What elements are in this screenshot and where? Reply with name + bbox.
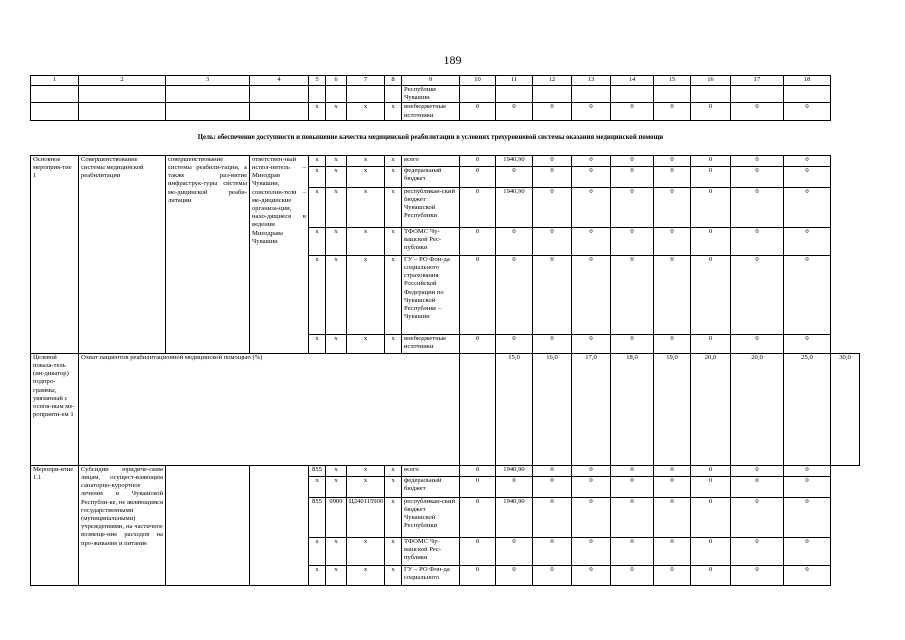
table-row [31, 465, 860, 476]
value-cell: 0 [611, 497, 654, 537]
csr-cell: х [347, 227, 385, 255]
grbs-cell: х [309, 187, 326, 227]
value-cell: 0 [572, 227, 611, 255]
csr-cell: х [347, 187, 385, 227]
indicator-value: 20,0 [731, 353, 784, 465]
value-cell [572, 86, 611, 103]
value-cell: 1940,90 [496, 155, 533, 166]
vr-cell: х [385, 166, 402, 187]
grbs-cell: х [309, 476, 326, 497]
vr-cell: х [385, 155, 402, 166]
column-number: 18 [784, 76, 831, 86]
column-number: 2 [79, 76, 166, 86]
value-cell: 0 [611, 187, 654, 227]
column-number: 10 [460, 76, 496, 86]
rz-cell: х [326, 103, 347, 120]
value-cell: 0 [731, 334, 784, 353]
indicator-value: 20,0 [691, 353, 731, 465]
column-number: 3 [166, 76, 250, 86]
grbs-cell: х [309, 166, 326, 187]
column-number: 6 [326, 76, 347, 86]
table-body [31, 76, 860, 586]
value-cell: 0 [496, 476, 533, 497]
column-number: 13 [572, 76, 611, 86]
source-cell: всего [402, 155, 460, 166]
value-cell: 0 [611, 227, 654, 255]
value-cell: 0 [731, 187, 784, 227]
value-cell: 0 [691, 227, 731, 255]
value-cell: 0 [611, 334, 654, 353]
vr-cell: х [385, 537, 402, 565]
table-row [31, 103, 860, 120]
value-cell: 0 [611, 565, 654, 585]
source-cell: ТФОМС Чу-вашской Рес-публики [402, 227, 460, 255]
value-cell: 0 [533, 227, 572, 255]
value-cell: 0 [654, 166, 691, 187]
empty-cell [31, 86, 79, 103]
grbs-cell: х [309, 103, 326, 120]
value-cell: 0 [496, 334, 533, 353]
vr-cell: х [385, 476, 402, 497]
indicator-value: 17,0 [572, 353, 611, 465]
value-cell: 0 [496, 255, 533, 334]
value-cell: 0 [460, 537, 496, 565]
value-cell: 0 [731, 166, 784, 187]
empty-cell [79, 103, 166, 120]
event-name-cell: Субсидии юридиче-ским лицам, осущест-вляющим санаторно-курортное лечение в Чувашской Республи-ке, не являющимся государственными (муниципальными) учреждениями, на частичное возмеще-ние расходов на про-живание и питание [79, 465, 166, 585]
value-cell [460, 86, 496, 103]
rz-cell: х [326, 537, 347, 565]
value-cell: 0 [533, 465, 572, 476]
description-cell [166, 465, 250, 585]
value-cell: 0 [731, 103, 784, 120]
value-cell: 0 [533, 166, 572, 187]
value-cell: 0 [496, 565, 533, 585]
value-cell [731, 86, 784, 103]
csr-cell: х [347, 565, 385, 585]
indicator-empty [460, 353, 496, 465]
indicator-value: 18,0 [611, 353, 654, 465]
goal-row [31, 120, 860, 155]
indicator-value: 25,0 [784, 353, 831, 465]
value-cell: 1940,90 [496, 465, 533, 476]
value-cell: 0 [784, 255, 831, 334]
value-cell: 0 [691, 537, 731, 565]
csr-cell: х [347, 166, 385, 187]
value-cell: 0 [784, 103, 831, 120]
csr-cell [347, 86, 385, 103]
value-cell: 0 [691, 255, 731, 334]
value-cell: 0 [496, 537, 533, 565]
grbs-cell: х [309, 155, 326, 166]
vr-cell: х [385, 227, 402, 255]
value-cell: 0 [611, 476, 654, 497]
value-cell: 0 [572, 155, 611, 166]
value-cell [654, 86, 691, 103]
value-cell: 0 [496, 103, 533, 120]
value-cell: 1940,90 [496, 497, 533, 537]
value-cell: 0 [784, 334, 831, 353]
value-cell: 0 [611, 103, 654, 120]
grbs-cell: х [309, 227, 326, 255]
column-number: 12 [533, 76, 572, 86]
description-cell: совершенствование системы реабили-тации, а также раз-витие инфраструк-туры системы ме-дицинской реаби-литации [166, 155, 250, 353]
rz-cell: х [326, 334, 347, 353]
value-cell: 0 [784, 187, 831, 227]
vr-cell: х [385, 187, 402, 227]
value-cell: 0 [496, 227, 533, 255]
value-cell: 0 [572, 465, 611, 476]
value-cell: 1940,90 [496, 187, 533, 227]
value-cell: 0 [784, 565, 831, 585]
executor-cell: ответствен-ный испол-нитель – Минздрав Чувашии, соисполни-тели – ме-дицинские организа-ции, нахо-дящиеся в ведении Минздрава Чувашии [250, 155, 309, 353]
column-number: 9 [402, 76, 460, 86]
value-cell: 0 [572, 166, 611, 187]
value-cell: 0 [533, 155, 572, 166]
value-cell: 0 [533, 255, 572, 334]
value-cell: 0 [731, 155, 784, 166]
indicator-value: 30,0 [831, 353, 860, 465]
vr-cell: х [385, 465, 402, 476]
value-cell: 0 [572, 255, 611, 334]
rz-cell: х [326, 465, 347, 476]
value-cell: 0 [654, 187, 691, 227]
rz-cell: х [326, 166, 347, 187]
value-cell: 0 [731, 476, 784, 497]
vr-cell: х [385, 103, 402, 120]
goal-text: Цель: обеспечение доступности и повышение качества медицинской реабилитации в условиях трехуровневой системы оказания медицинской помощи [31, 120, 831, 155]
column-number: 15 [654, 76, 691, 86]
value-cell: 0 [691, 103, 731, 120]
value-cell: 0 [691, 334, 731, 353]
indicator-row [31, 353, 860, 465]
value-cell: 0 [731, 227, 784, 255]
grbs-cell: х [309, 537, 326, 565]
value-cell: 0 [533, 497, 572, 537]
value-cell: 0 [731, 537, 784, 565]
source-cell: внебюджетные источники [402, 334, 460, 353]
value-cell: 0 [460, 497, 496, 537]
table-row [31, 155, 860, 166]
rz-cell: х [326, 227, 347, 255]
value-cell: 0 [572, 103, 611, 120]
value-cell: 0 [611, 166, 654, 187]
value-cell: 0 [572, 537, 611, 565]
empty-cell [250, 103, 309, 120]
rz-cell [326, 86, 347, 103]
value-cell: 0 [533, 476, 572, 497]
value-cell: 0 [654, 565, 691, 585]
rz-cell: х [326, 476, 347, 497]
grbs-cell: х [309, 334, 326, 353]
source-cell: ТФОМС Чу-вашской Рес-публики [402, 537, 460, 565]
value-cell: 0 [460, 227, 496, 255]
value-cell: 0 [460, 565, 496, 585]
vr-cell: х [385, 255, 402, 334]
value-cell: 0 [654, 103, 691, 120]
value-cell: 0 [460, 166, 496, 187]
vr-cell: х [385, 334, 402, 353]
csr-cell: х [347, 476, 385, 497]
column-number: 17 [731, 76, 784, 86]
value-cell: 0 [654, 537, 691, 565]
value-cell [496, 86, 533, 103]
source-cell: федеральный бюджет [402, 476, 460, 497]
value-cell: 0 [654, 497, 691, 537]
rz-cell: 0909 [326, 497, 347, 537]
value-cell: 0 [533, 537, 572, 565]
vr-cell: х [385, 497, 402, 537]
grbs-cell: х [309, 565, 326, 585]
value-cell: 0 [460, 465, 496, 476]
header-row [31, 76, 860, 86]
value-cell: 0 [496, 166, 533, 187]
executor-cell [250, 465, 309, 585]
column-number: 4 [250, 76, 309, 86]
value-cell: 0 [611, 537, 654, 565]
csr-cell: х [347, 103, 385, 120]
value-cell: 0 [784, 497, 831, 537]
value-cell: 0 [731, 565, 784, 585]
column-number: 16 [691, 76, 731, 86]
column-number: 1 [31, 76, 79, 86]
empty-cell [31, 103, 79, 120]
column-number: 7 [347, 76, 385, 86]
value-cell: 0 [460, 103, 496, 120]
event-name-cell: Совершенствование системы медицинской реабилитации [79, 155, 166, 353]
source-cell: республикан-ский бюджет Чувашской Республики [402, 187, 460, 227]
value-cell: 0 [533, 187, 572, 227]
value-cell: 0 [691, 497, 731, 537]
value-cell: 0 [654, 255, 691, 334]
status-cell: Основное мероприя-тие 1 [31, 155, 79, 353]
grbs-cell: 855 [309, 465, 326, 476]
source-cell: федеральный бюджет [402, 166, 460, 187]
column-number: 5 [309, 76, 326, 86]
value-cell: 0 [784, 476, 831, 497]
value-cell: 0 [611, 465, 654, 476]
source-cell: внебюджетные источники [402, 103, 460, 120]
rz-cell: х [326, 255, 347, 334]
value-cell: 0 [784, 537, 831, 565]
value-cell: 0 [611, 155, 654, 166]
value-cell: 0 [654, 334, 691, 353]
value-cell: 0 [654, 155, 691, 166]
csr-cell: Ц240115900 [347, 497, 385, 537]
column-number: 11 [496, 76, 533, 86]
value-cell: 0 [691, 565, 731, 585]
grbs-cell: 855 [309, 497, 326, 537]
value-cell: 0 [572, 476, 611, 497]
value-cell: 0 [731, 497, 784, 537]
empty-cell [166, 86, 250, 103]
value-cell: 0 [691, 465, 731, 476]
csr-cell: х [347, 334, 385, 353]
column-number: 8 [385, 76, 402, 86]
csr-cell: х [347, 465, 385, 476]
value-cell: 0 [572, 334, 611, 353]
value-cell [611, 86, 654, 103]
value-cell: 0 [691, 476, 731, 497]
value-cell: 0 [731, 255, 784, 334]
csr-cell: х [347, 537, 385, 565]
empty-cell [250, 86, 309, 103]
source-cell: ГУ – РО Фон-да социального [402, 565, 460, 585]
value-cell: 0 [691, 187, 731, 227]
rz-cell: х [326, 565, 347, 585]
vr-cell [385, 86, 402, 103]
table-row [31, 86, 860, 103]
value-cell: 0 [460, 155, 496, 166]
empty-cell [166, 103, 250, 120]
value-cell: 0 [654, 227, 691, 255]
value-cell: 0 [611, 255, 654, 334]
value-cell: 0 [460, 334, 496, 353]
value-cell: 0 [654, 476, 691, 497]
value-cell: 0 [731, 465, 784, 476]
column-number: 14 [611, 76, 654, 86]
rz-cell: х [326, 155, 347, 166]
value-cell: 0 [533, 334, 572, 353]
indicator-text: Охват пациентов реабилитационной медицинской помощью (%) [79, 353, 460, 465]
program-table [30, 75, 860, 586]
value-cell: 0 [784, 166, 831, 187]
source-cell: республикан-ский бюджет Чувашской Республики [402, 497, 460, 537]
value-cell: 0 [572, 187, 611, 227]
value-cell: 0 [691, 166, 731, 187]
csr-cell: х [347, 155, 385, 166]
value-cell [691, 86, 731, 103]
value-cell: 0 [460, 255, 496, 334]
empty-cell [79, 86, 166, 103]
value-cell: 0 [572, 565, 611, 585]
indicator-value: 19,0 [654, 353, 691, 465]
rz-cell: х [326, 187, 347, 227]
indicator-value: 16,0 [533, 353, 572, 465]
value-cell [533, 86, 572, 103]
indicator-label: Целевой показа-тель (ин-дикатор) подпро-граммы, увязанный с основ-ным ме-роприяти-ем 1 [31, 353, 79, 465]
vr-cell: х [385, 565, 402, 585]
value-cell: 0 [533, 103, 572, 120]
value-cell: 0 [460, 187, 496, 227]
value-cell: 0 [784, 465, 831, 476]
value-cell: 0 [784, 155, 831, 166]
source-cell: ГУ – РО Фон-да социального страхования Российской Федерации по Чувашской Республике – Чувашии [402, 255, 460, 334]
csr-cell: х [347, 255, 385, 334]
grbs-cell: х [309, 255, 326, 334]
value-cell: 0 [691, 155, 731, 166]
value-cell [784, 86, 831, 103]
value-cell: 0 [572, 497, 611, 537]
value-cell: 0 [784, 227, 831, 255]
source-cell: всего [402, 465, 460, 476]
status-cell: Меропри-ятие 1.1 [31, 465, 79, 585]
value-cell: 0 [533, 565, 572, 585]
indicator-value: 15,0 [496, 353, 533, 465]
source-cell: Республике Чувашии [402, 86, 460, 103]
value-cell: 0 [460, 476, 496, 497]
value-cell: 0 [654, 465, 691, 476]
page-number: 189 [443, 53, 462, 67]
grbs-cell [309, 86, 326, 103]
